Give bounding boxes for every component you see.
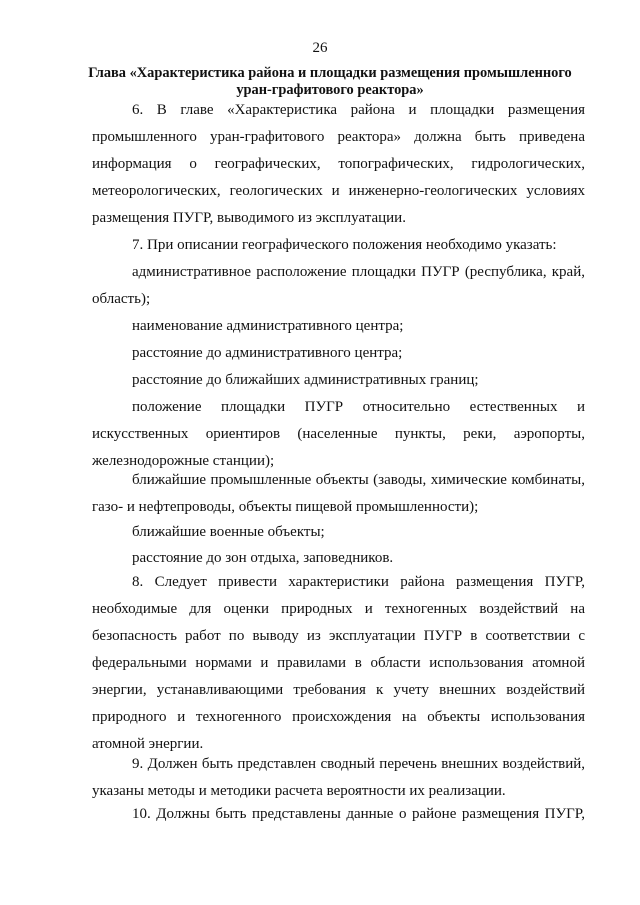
list-item: ближайшие военные объекты; xyxy=(132,524,325,540)
paragraph-9: 9. Должен быть представлен сводный перечень внешних воздействий, указаны методы и методики расчета вероятности их реализации. xyxy=(92,756,585,799)
list-item: расстояние до административного центра; xyxy=(132,345,403,361)
page-number: 26 xyxy=(312,40,328,56)
paragraph-10: 10. Должны быть представлены данные о районе размещения ПУГР, xyxy=(132,806,585,822)
list-item: положение площадки ПУГР относительно естественных и искусственных ориентиров (населенные пункты, реки, аэропорты, железнодорожные станции); xyxy=(92,399,585,469)
paragraph-8: 8. Следует привести характеристики района размещения ПУГР, необходимые для оценки природных и техногенных воздействий на безопасность работ по выводу из эксплуатации ПУГР в соответствии с федеральными нормами и правилами в области использования атомной энергии, устанавливающими требования к учету внешних воздействий природного и техногенного происхождения на объекты использования атомной энергии. xyxy=(92,574,585,752)
list-item: расстояние до зон отдыха, заповедников. xyxy=(132,550,394,566)
paragraph-7-intro: 7. При описании географического положения необходимо указать: xyxy=(132,237,557,253)
list-item: расстояние до ближайших административных границ; xyxy=(132,372,479,388)
list-item: административное расположение площадки ПУГР (республика, край, область); xyxy=(92,264,585,307)
chapter-title: Глава «Характеристика района и площадки размещения промышленного уран-графитового реактора» xyxy=(88,65,572,98)
list-item: наименование административного центра; xyxy=(132,318,404,334)
paragraph-6: 6. В главе «Характеристика района и площадки размещения промышленного уран-графитового реактора» должна быть приведена информация о географических, топографических, гидрологических, метеорологических, геологических и инженерно-геологических условиях размещения ПУГР, выводимого из эксплуатации. xyxy=(92,102,585,226)
list-item: ближайшие промышленные объекты (заводы, химические комбинаты, газо- и нефтепроводы, объекты пищевой промышленности); xyxy=(92,472,585,515)
